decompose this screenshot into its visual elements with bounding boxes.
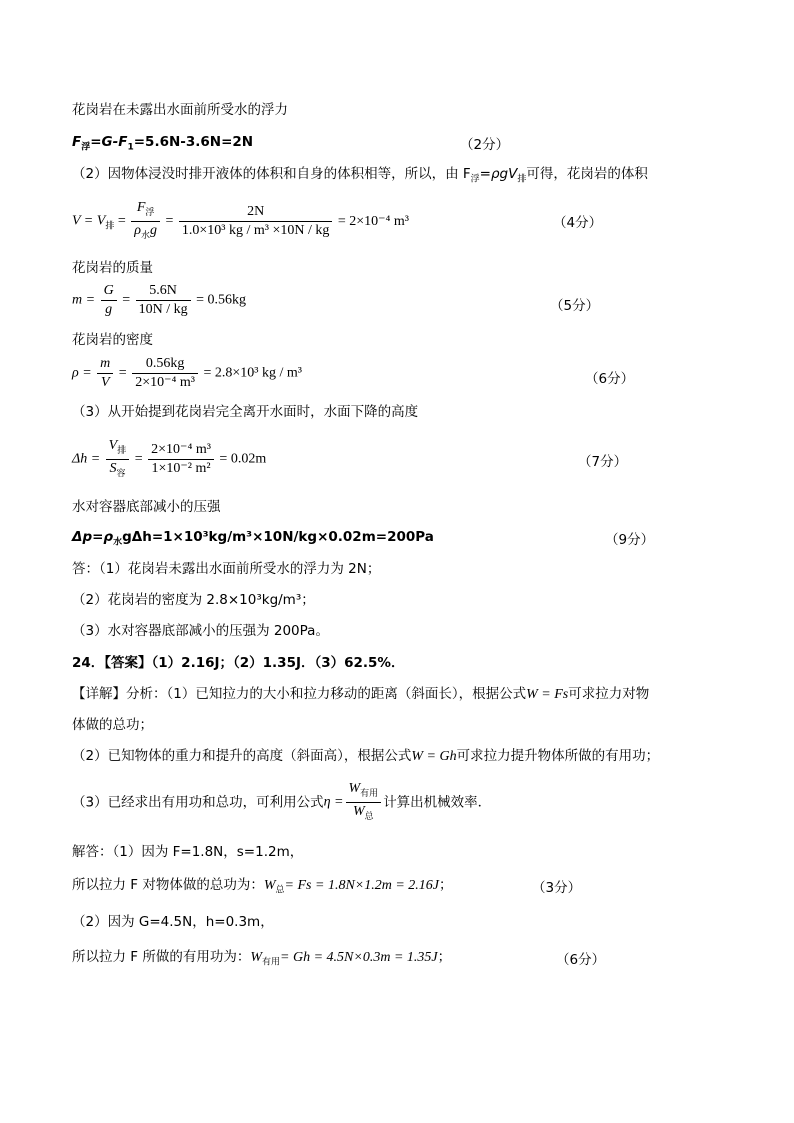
text-line [72,685,649,704]
fraction [346,781,382,824]
numerator: 5.6N [136,283,191,301]
text-part: ； [437,949,452,965]
numerator: F [136,200,146,215]
subscript: 浮 [81,142,91,153]
formula: = Fs = 1.8N×1.2m = 2.16J [284,878,439,893]
formula: W [263,878,276,893]
subscript: 排 [105,220,115,231]
text-part: =ρgV [479,166,518,182]
subscript: 排 [517,174,527,185]
eq-part: =G-F [90,134,128,150]
denominator: g [149,222,157,238]
question-answer: 24．【答案】（1）2.16J；（2）1.35J．（3）62.5%． [72,655,405,671]
text-part: （3）已经求出有用功和总功，可利用公式 [72,794,324,811]
fraction [179,204,332,239]
result: = 0.56kg [196,292,246,308]
eq-sign: = [118,365,127,381]
denominator: 1×10⁻² m² [151,460,211,476]
denominator: g [105,302,113,317]
numerator: 0.56kg [132,356,198,374]
score: （6分） [585,371,635,387]
volume-equation [72,200,409,243]
text-part: ； [439,877,453,893]
text-part: （2）已知物体的重力和提升的高度（斜面高），根据公式 [72,748,412,764]
numerator: m [97,356,113,374]
score: （7分） [578,454,628,470]
subscript: 总 [275,884,285,895]
subscript: 浮 [470,174,480,185]
fraction [106,438,130,481]
text-part: 计算出机械效率． [383,794,492,811]
subscript: 1 [127,142,134,153]
answer-line: （2）花岗岩的密度为 2.8×10³kg/m³； [72,592,315,608]
text-part: （2）因物体浸没时排开液体的体积和自身的体积相等，所以，由 F [72,166,471,182]
subscript: 水 [113,537,123,548]
subscript: 有用 [262,956,281,967]
eq-part: Δp=ρ [72,529,114,545]
answer-line: （3）水对容器底部减小的压强为 200Pa。 [72,623,329,639]
text-line [72,876,453,899]
score: （6分） [556,952,606,968]
subscript: 总 [364,810,374,821]
subscript: 水 [140,229,150,240]
text-line: 花岗岩在未露出水面前所受水的浮力 [72,102,288,118]
denominator: 2×10⁻⁴ m³ [135,375,195,390]
text-line [72,165,648,189]
fraction [101,283,117,318]
eq-part: Δh = [72,451,101,467]
height-equation [72,438,266,481]
denominator: V [100,375,110,390]
score: （3分） [532,880,582,896]
formula: W [250,950,263,965]
eq-part: gΔh=1×10³kg/m³×10N/kg×0.02m=200Pa [122,529,434,545]
text-line: （2）因为 G=4.5N，h=0.3m， [72,914,274,930]
eq-sign: = [165,213,174,229]
mass-equation [72,283,246,318]
numerator: G [101,283,117,301]
result: = 0.02m [219,451,267,467]
subscript: 排 [117,444,127,455]
density-equation [72,356,302,391]
buoyancy-equation [72,133,253,157]
text-line: 水对容器底部减小的压强 [72,499,221,515]
text-line: 花岗岩的质量 [72,260,153,276]
numerator: V [108,438,118,453]
text-part: 所以拉力 F 所做的有用功为： [72,949,251,965]
formula: η = [323,794,344,810]
score: （9分） [605,532,655,548]
fraction [148,442,214,477]
denominator: 1.0×10³ kg / m³ ×10N / kg [181,222,330,238]
text-line [72,781,491,823]
text-part: 所以拉力 F 对物体做的总功为： [72,877,264,893]
eq-sign: = [134,451,143,467]
formula: = Gh = 4.5N×0.3m = 1.35J [280,950,438,965]
text-line: 体做的总功； [72,717,153,733]
score: （5分） [550,298,600,314]
text-line: （3）从开始提到花岗岩完全离开水面时，水面下降的高度 [72,404,419,420]
text-part: 可求拉力对物 [568,686,650,702]
subscript: 有用 [360,787,379,798]
text-line [72,948,451,971]
text-part: 【详解】分析：（1）已知拉力的大小和拉力移动的距离（斜面长），根据公式 [72,686,527,702]
eq-sign: = [117,213,126,229]
text-line: 解答：（1）因为 F=1.8N，s=1.2m， [72,844,304,860]
formula: W = Fs [526,687,569,702]
pressure-equation [72,528,434,552]
numerator: 2×10⁻⁴ m³ [148,442,214,460]
eq-sign: = [122,292,131,308]
fraction [131,200,160,243]
denominator: ρ [134,222,141,238]
text-part: 可得，花岗岩的体积 [526,166,648,182]
fraction [132,356,198,391]
numerator: W [348,781,361,796]
symbol: F [72,134,82,150]
subscript: 容 [116,467,126,478]
text-part: 可求拉力提升物体所做的有用功； [456,748,660,764]
numerator: 2N [179,204,332,222]
denominator: W [353,803,365,819]
eq-part: m = [72,292,96,308]
result: = 2×10⁻⁴ m³ [337,213,410,229]
eq-part: V = V [72,213,106,229]
denominator: 10N / kg [138,302,188,317]
formula: W = Gh [411,749,457,764]
fraction [136,283,191,318]
score: （4分） [553,215,603,231]
score: （2分） [460,137,510,153]
eq-part: =5.6N-3.6N=2N [133,134,254,150]
text-line [72,747,659,766]
subscript: 浮 [145,206,155,217]
result: = 2.8×10³ kg / m³ [203,365,302,381]
denominator: S [109,460,117,476]
fraction [97,356,113,391]
text-line: 花岗岩的密度 [72,332,153,348]
eq-part: ρ = [72,365,92,381]
answer-line: 答：（1）花岗岩未露出水面前所受水的浮力为 2N； [72,561,381,577]
